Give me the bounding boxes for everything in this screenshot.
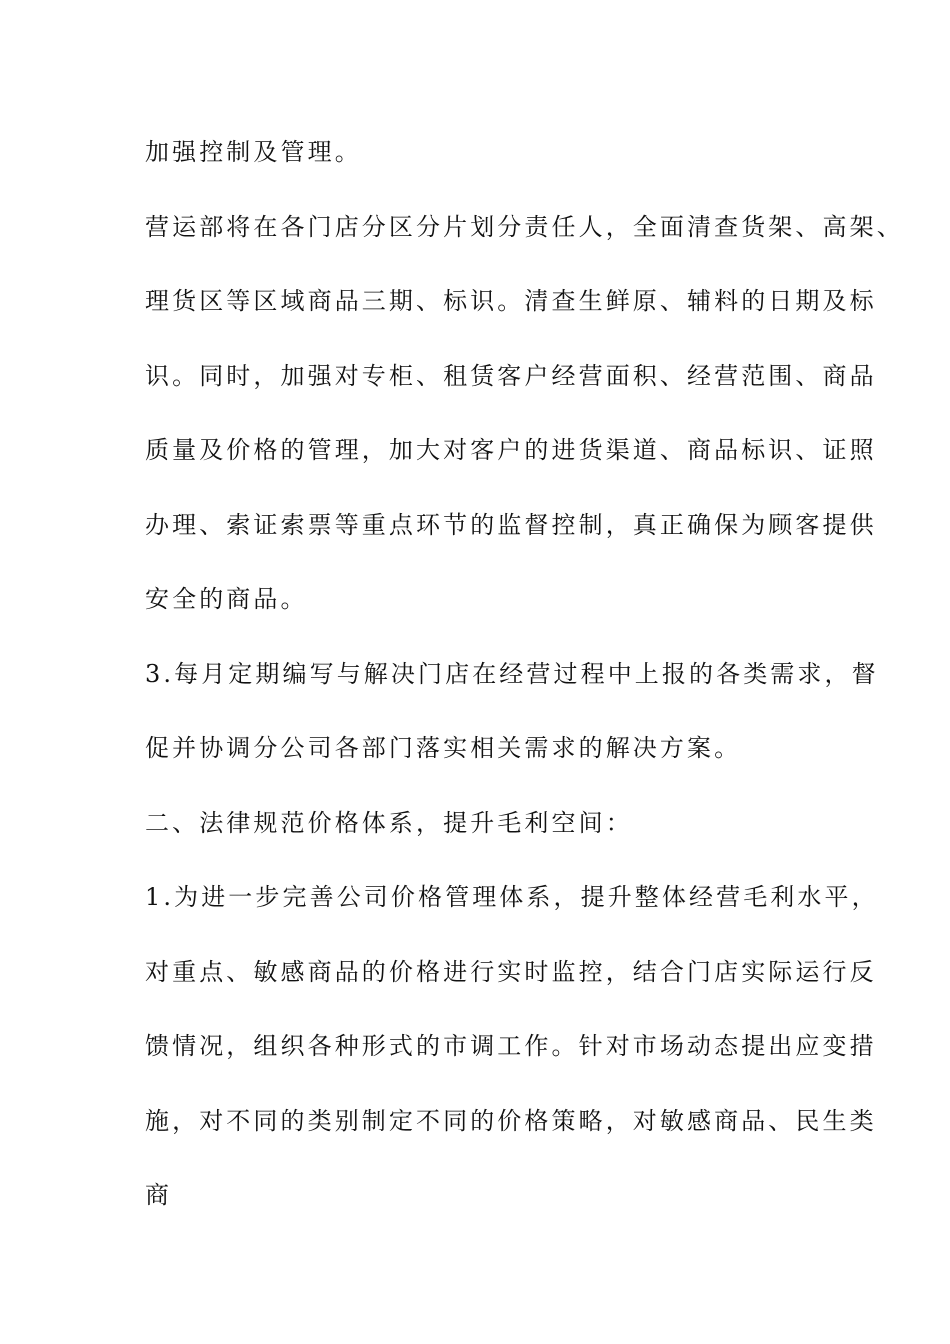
document-body — [145, 115, 904, 1233]
text-line: 质量及价格的管理，加大对客户的进货渠道、商品标识、证照 — [145, 436, 877, 464]
text-line: 1.为进一步完善公司价格管理体系，提升整体经营毛利水平， — [145, 883, 879, 911]
text-line: 办理、索证索票等重点环节的监督控制，真正确保为顾客提供 — [145, 510, 877, 539]
text-line: 识。同时，加强对专柜、租赁客户经营面积、经营范围、商品 — [145, 361, 877, 390]
section-heading: 二、法律规范价格体系，提升毛利空间： — [145, 808, 633, 837]
text-line: 商 — [145, 1181, 173, 1209]
text-line: 理货区等区域商品三期、标识。清查生鲜原、辅料的日期及标 — [145, 287, 877, 315]
text-line: 安全的商品。 — [145, 585, 308, 613]
text-line: 馈情况，组织各种形式的市调工作。针对市场动态提出应变措 — [145, 1032, 877, 1060]
text-line: 3.每月定期编写与解决门店在经营过程中上报的各类需求，督 — [145, 659, 879, 688]
text-line: 对重点、敏感商品的价格进行实时监控，结合门店实际运行反 — [145, 957, 877, 986]
text-line: 营运部将在各门店分区分片划分责任人，全面清查货架、高架、 — [145, 212, 904, 241]
text-line: 加强控制及管理。 — [145, 138, 362, 166]
text-line: 促并协调分公司各部门落实相关需求的解决方案。 — [145, 734, 742, 762]
text-line: 施，对不同的类别制定不同的价格策略，对敏感商品、民生类 — [145, 1106, 877, 1135]
